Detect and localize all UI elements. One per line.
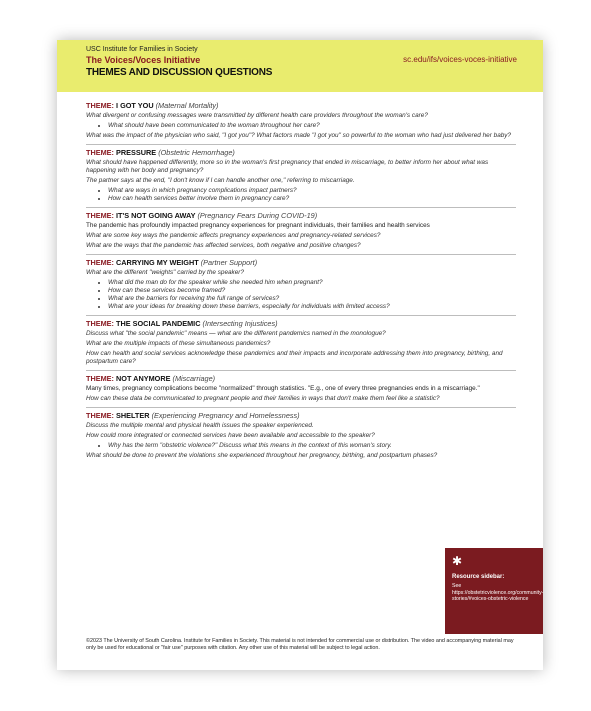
theme-topic: (Maternal Mortality) [155, 101, 219, 110]
theme-topic: (Miscarriage) [172, 374, 216, 383]
sub-question: • What did the man do for the speaker while she needed him when pregnant? [108, 279, 516, 287]
sub-question: • How can health services better involve them in pregnancy care? [108, 195, 516, 203]
theme-title [86, 101, 516, 110]
asterisk-icon: ✱ [452, 554, 463, 568]
sub-question-list [86, 187, 516, 203]
theme-name: I GOT YOU [116, 101, 154, 110]
sub-question: • How can these services become framed? [108, 287, 516, 295]
sub-question: • What are ways in which pregnancy complications impact partners? [108, 187, 516, 195]
initiative-url[interactable]: sc.edu/ifs/voices-voces-initiative [403, 55, 517, 64]
theme-label: THEME: [86, 148, 114, 157]
theme-name: CARRYING MY WEIGHT [116, 258, 199, 267]
sub-question: • Why has the term "obstetric violence?" Discuss what this means in the context of this woman's story. [108, 442, 516, 450]
theme-title [86, 148, 516, 157]
theme-section [86, 315, 516, 370]
question: How can these data be communicated to pregnant people and their families in ways that don't make them feel like a statistic? [86, 395, 440, 402]
theme-label: THEME: [86, 258, 114, 267]
theme-topic: (Experiencing Pregnancy and Homelessness) [151, 411, 300, 420]
sub-question: • What should have been communicated to the woman throughout her care? [108, 122, 516, 130]
copyright-footer: ©2023 The University of South Carolina. Institute for Families in Society. This material is not intended for commercial use or distribution. The video and accompanying material may only be used for educational or "fair use" purposes with citation. Any other use of this material will be subject to legal action. [86, 638, 514, 651]
theme-name: IT'S NOT GOING AWAY [116, 211, 196, 220]
theme-name: PRESSURE [116, 148, 157, 157]
theme-label: THEME: [86, 101, 114, 110]
statement: The pandemic has profoundly impacted pregnancy experiences for pregnant individuals, their families and health services [86, 222, 430, 229]
theme-name: NOT ANYMORE [116, 374, 171, 383]
question: What divergent or confusing messages were transmitted by different health care providers throughout the woman's care? [86, 112, 428, 119]
statement: Many times, pregnancy complications become "normalized" through statistics. "E.g., one of every three pregnancies ends in a miscarriage." [86, 385, 480, 392]
initiative-name: The Voices/Voces Initiative [86, 55, 201, 65]
question: Discuss the multiple mental and physical health issues the speaker experienced. [86, 422, 314, 429]
theme-label: THEME: [86, 211, 114, 220]
theme-topic: (Partner Support) [200, 258, 258, 267]
theme-title [86, 411, 516, 420]
theme-section [86, 370, 516, 407]
theme-title [86, 211, 516, 220]
question: What should have happened differently, more so in the woman's first pregnancy that ended in miscarriage, to better inform her about what was happening with her body and pregnancy? [86, 159, 489, 174]
question: How could more integrated or connected services have been available and accessible to the speaker? [86, 432, 375, 439]
theme-topic: (Pregnancy Fears During COVID-19) [197, 211, 318, 220]
sub-question-list [86, 442, 516, 450]
theme-section [86, 207, 516, 254]
resource-text[interactable]: See https://obstetricviolence.org/community-stories/#voices-obstetric-violence [452, 583, 544, 602]
sub-question-list [86, 122, 516, 130]
theme-topic: (Intersecting Injustices) [202, 319, 278, 328]
theme-label: THEME: [86, 319, 114, 328]
question: What should be done to prevent the violations she experienced throughout her pregnancy, birthing, and postpartum phases? [86, 452, 438, 459]
question: What are some key ways the pandemic affects pregnancy experiences and pregnancy-related services? [86, 232, 381, 239]
theme-title [86, 258, 516, 267]
question: What was the impact of the physician who said, "I got you"? What factors made "I got you" so powerful to the woman who had just delivered her baby? [86, 132, 512, 139]
resource-label: Resource sidebar: [452, 574, 505, 580]
question: Discuss what "the social pandemic" means — what are the different pandemics named in the monologue? [86, 330, 386, 337]
question: What are the different "weights" carried by the speaker? [86, 269, 244, 276]
page-title: THEMES AND DISCUSSION QUESTIONS [86, 67, 273, 78]
question: What are the multiple impacts of these simultaneous pandemics? [86, 340, 271, 347]
theme-title [86, 374, 516, 383]
sub-question: • What are your ideas for breaking down these barriers, especially for individuals with limited access? [108, 303, 516, 311]
theme-label: THEME: [86, 374, 114, 383]
sub-question: • What are the barriers for receiving the full range of services? [108, 295, 516, 303]
question: The partner says at the end, "I don't know if I can handle another one," referring to miscarriage. [86, 177, 355, 184]
theme-label: THEME: [86, 411, 114, 420]
document-page [57, 40, 543, 670]
theme-section [86, 98, 516, 144]
theme-section [86, 254, 516, 315]
institute-name: USC Institute for Families in Society [86, 46, 198, 53]
themes-list [86, 98, 516, 464]
theme-name: THE SOCIAL PANDEMIC [116, 319, 201, 328]
theme-title [86, 319, 516, 328]
page-header [57, 40, 543, 92]
sub-question-list [86, 279, 516, 311]
theme-topic: (Obstetric Hemorrhage) [158, 148, 235, 157]
question: How can health and social services acknowledge these pandemics and their impacts and incorporate addressing them into pregnancy, birthing, and postpartum care? [86, 350, 503, 365]
resource-sidebar [445, 548, 543, 634]
theme-section [86, 144, 516, 207]
theme-name: SHELTER [116, 411, 150, 420]
theme-section [86, 407, 516, 464]
question: What are the ways that the pandemic has affected services, both negative and positive changes? [86, 242, 361, 249]
